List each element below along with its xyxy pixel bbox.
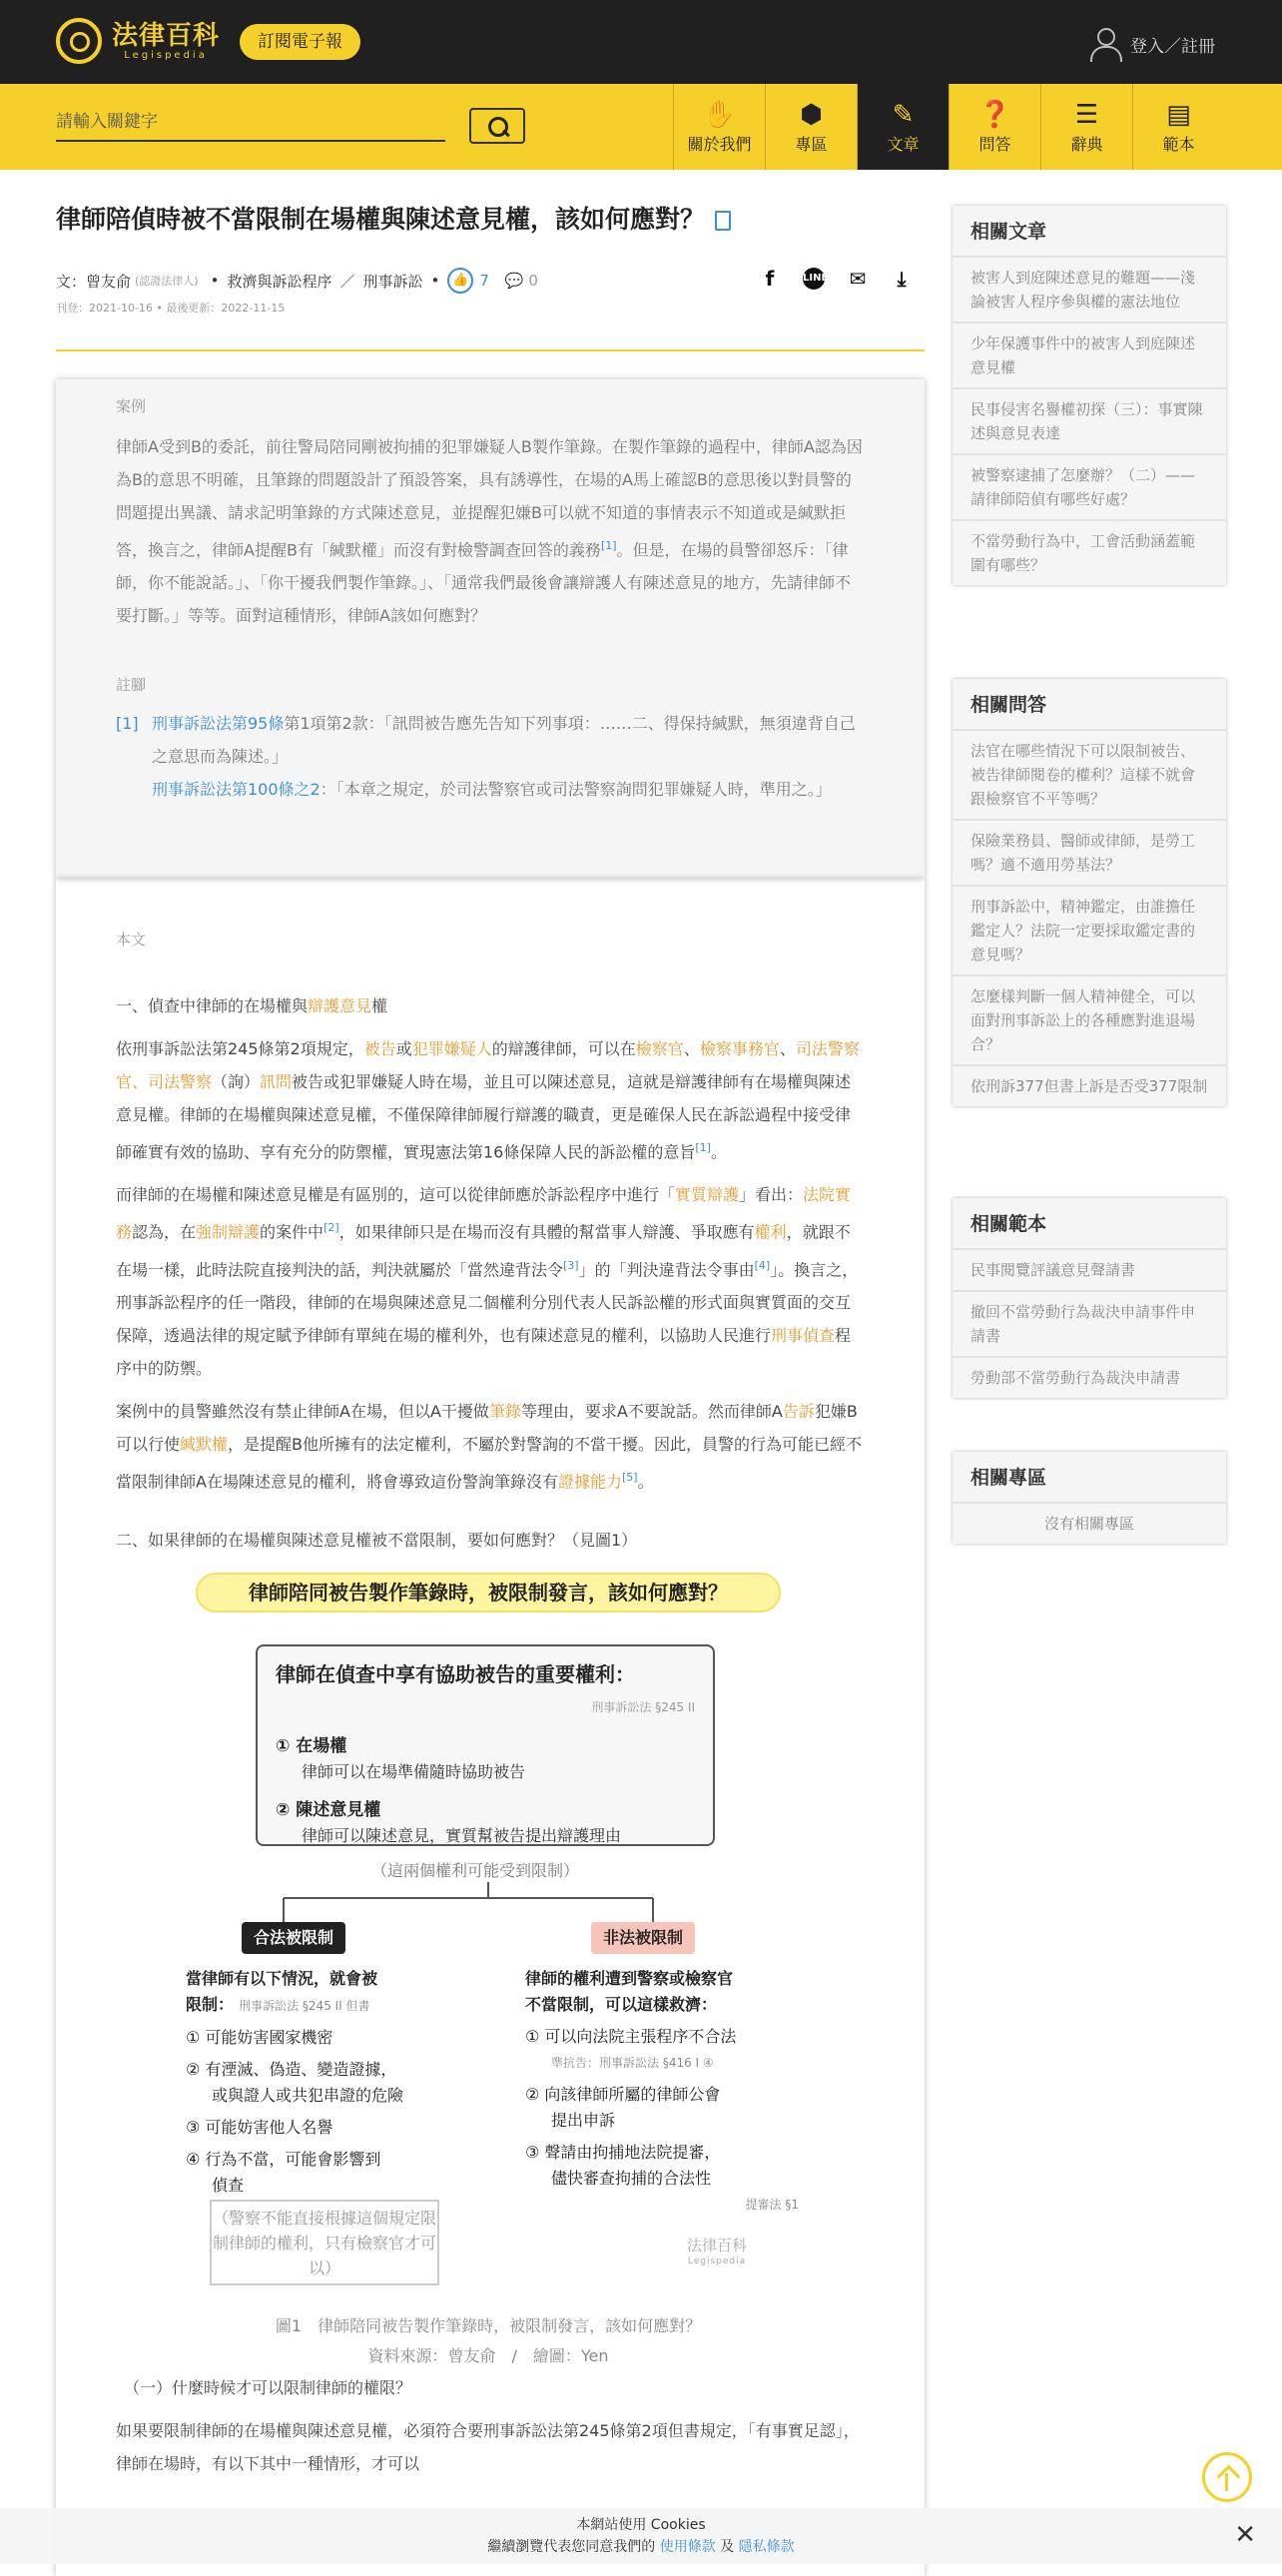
login-label: 登入／註冊 [1130,36,1215,57]
related-qa-link[interactable]: 刑事訴訟中，精神鑑定，由誰擔任鑑定人？法院一定要採取鑑定書的意見嗎？ [953,887,1226,976]
top-header [0,0,1282,84]
sidebar-heading: 相關文章 [953,206,1226,258]
nav-bar [0,84,1282,170]
figure-1 [114,1573,863,2371]
related-qa-link[interactable]: 怎麼樣判斷一個人精神健全，可以面對刑事訴訟上的各種應對進退場合？ [953,976,1226,1066]
category-link[interactable]: 救濟與訴訟程序 [227,272,332,291]
related-article-link[interactable]: 民事侵害名譽權初探（三）：事實陳述與意見表達 [953,389,1226,455]
hand-icon: ✋ [703,100,736,130]
column-heading: 限制： [186,1995,235,2015]
caption-source: 資料來源：曾友俞 / 繪圖：Yen [367,2346,609,2366]
sidebar-heading: 相關專區 [953,1452,1226,1504]
figure-title: 律師陪同被告製作筆錄時，被限制發言，該如何應對？ [196,1573,781,1612]
article-body [56,879,925,2576]
document-icon[interactable] [715,211,731,231]
search-input[interactable] [56,104,445,140]
rights-ref: 刑事訴訟法 §245 II [591,1700,695,1715]
column-heading: 當律師有以下情況，就會被 [186,1969,378,1989]
footnote-ref[interactable]: [1] [600,539,617,552]
related-qa [953,679,1226,1106]
section-heading: 二、如果律師的在場權與陳述意見權被不當限制，要如何應對？（見圖1） [116,1531,638,1551]
related-article-link[interactable]: 被害人到庭陳述意見的難題——淺論被害人程序參與權的憲法地位 [953,258,1226,323]
related-template-link[interactable]: 勞動部不當勞動行為裁決申請書 [970,1369,1181,1387]
branch-lines [114,1872,863,1922]
like-button[interactable] [447,268,489,294]
author-cert: (認證法律人) [135,275,199,288]
login-link[interactable] [1088,26,1215,62]
list-item: ④ 行為不當，可能會影響到 [186,2150,381,2170]
watermark-name: 法律百科 [687,2237,748,2255]
illegal-column [525,1966,825,2218]
nav-about[interactable] [673,84,765,170]
line-icon[interactable]: LINE [803,268,825,290]
body-label: 本文 [116,931,147,949]
nav-label: 文章 [887,135,920,154]
related-qa-link[interactable]: 保險業務員、醫師或律師，是勞工嗎？適不適用勞基法？ [953,821,1226,887]
paragraph: 而律師的在場權和陳述意見權是有區別的，這可以從律師應於訴訟程序中進行「實質辯護」看出：法院實務認為，在強制辯護的案件中[2]，如果律師只是在場而沒有具體的幫當事人辯護、爭取應有權利，就跟不在場一樣，此時法院直接判決的話，判決就屬於「當然違背法令[3]」的「判決違背法令事由[4]」。換言之，刑事訴訟程序的任一階段，律師的在場與陳述意見二個權利分別代表人民訴訟權的形式面與實質面的交互保障，透過法律的規定賦予律師有單純在場的權利外，也有陳述意見的權利，以協助人民進行刑事偵查程序中的防禦。 [116,1185,859,1378]
search-button[interactable] [469,108,525,144]
nav-label: 辭典 [1070,135,1103,154]
nav-label: 專區 [795,135,828,154]
main-nav [673,84,1224,170]
list-item-ref: 提審法 §1 [745,2198,799,2213]
article-meta: 文：曾友俞 (認證法律人) • 救濟與訴訟程序 ／ 刑事訴訟 • 👍 7 💬 0 [56,268,925,294]
mail-icon[interactable]: ✉ [849,267,867,291]
logo-subtitle: Legispedia [124,49,208,61]
nav-label: 關於我們 [687,135,752,154]
divider [56,349,925,351]
related-qa-link[interactable]: 法官在哪些情況下可以限制被告、被告律師閱卷的權利？這樣不就會跟檢察官不平等嗎？ [953,731,1226,821]
column-heading: 律師的權利遭到警察或檢察官 [525,1969,734,1989]
user-icon [1088,26,1122,62]
logo-icon [56,18,102,64]
privacy-link[interactable]: 隱私條款 [738,2539,795,2555]
related-articles [953,206,1226,585]
column-ref: 刑事訴訟法 §245 II 但書 [239,1999,370,2014]
related-templates [953,1198,1226,1398]
terms-link[interactable]: 使用條款 [659,2539,716,2555]
watermark [687,2238,747,2269]
list-item-cont: 偵查 [212,2176,245,2196]
law-link[interactable]: 刑事訴訟法第95條 [152,714,285,734]
case-text [116,430,865,632]
related-zones [953,1452,1226,1544]
list-item-cont: 儘快審查拘捕的合法性 [551,2169,712,2189]
case-section [56,379,925,879]
cookie-banner [0,2508,1282,2564]
list-item: ① 可以向法院主張程序不合法 [525,2027,737,2047]
list-item: ③ 聲請由拘捕地法院提審， [525,2143,721,2163]
close-icon[interactable]: ✕ [1234,2520,1256,2550]
heading-part: 權 [371,996,388,1015]
cookie-and: 及 [720,2539,735,2555]
column-heading: 不當限制，可以這樣救濟： [525,1995,718,2015]
watermark-sub: Legispedia [687,2256,747,2267]
facebook-icon[interactable]: f [765,267,775,291]
nav-templates[interactable] [1132,84,1224,170]
back-to-top-button[interactable] [1202,2452,1252,2502]
comment-count: 0 [528,272,538,290]
figure-caption [114,2311,863,2371]
rights-heading: 律師在偵查中享有協助被告的重要權利： [276,1662,635,1687]
download-icon[interactable]: ⤓ [897,267,907,291]
question-icon: ❓ [978,100,1011,130]
author[interactable]: 文：曾友俞 [56,272,132,291]
publish-dates: 刊登：2021-10-16 • 最後更新：2022-11-15 [56,302,286,315]
list-item-ref: 準抗告：刑事訴訟法 §416 I ④ [551,2056,714,2071]
nav-articles[interactable] [857,84,949,170]
legal-column [186,1966,455,2199]
paragraph: 如果要限制律師的在場權與陳述意見權，必須符合要刑事訴訟法第245條第2項但書規定，「有事實足認」，律師在場時，有以下其中一種情形，才可以 [116,2421,860,2474]
footnote-text: ：「本章之規定，於司法警察官或司法警察詢問犯罪嫌疑人時，準用之。」 [320,780,832,800]
right-item: ② 陳述意見權 [276,1800,381,1821]
list-item-cont: 提出申訴 [551,2111,616,2131]
list-item: ① 可能妨害國家機密 [186,2028,333,2048]
sidebar-heading: 相關問答 [953,679,1226,731]
nav-label: 問答 [978,135,1011,154]
police-note: （警察不能直接根據這個規定限制律師的權利，只有檢察官才可以） [210,2200,439,2285]
list-item: ② 向該律師所屬的律師公會 [525,2085,721,2105]
sidebar-heading: 相關範本 [953,1198,1226,1250]
related-article-link[interactable]: 不當勞動行為中，工會活動涵蓋範圍有哪些？ [970,532,1196,574]
legal-restriction-tag: 合法被限制 [242,1922,345,1954]
nav-qa[interactable] [949,84,1040,170]
related-template-link[interactable]: 民事閱覽評議意見聲請書 [953,1250,1226,1292]
footnote-text: 第1項第2款：「訊問被告應先告知下列事項：……二、得保持緘默，無須違背自己之意思而為陳述。」 [152,714,856,767]
like-count: 7 [479,272,489,290]
article-title [56,200,935,236]
list-item: ② 有湮滅、偽造、變造證據， [186,2060,397,2080]
pencil-icon: ✎ [892,100,915,130]
related-article-link[interactable]: 被警察逮捕了怎麼辦？（二）——請律師陪偵有哪些好處？ [953,455,1226,521]
footnote-number: [1] [116,714,139,734]
case-label: 案例 [116,397,147,415]
related-article-link[interactable]: 少年保護事件中的被害人到庭陳述意見權 [953,323,1226,389]
heading-part: 一、偵查中律師的在場權與 [116,996,309,1015]
caption-text: 圖1 律師陪同被告製作筆錄時，被限制發言，該如何應對？ [275,2316,702,2336]
rights-box [256,1644,715,1846]
paragraph: 案例中的員警雖然沒有禁止律師A在場，但以A干擾做筆錄等理由，要求A不要說話。然而律師A告訴犯嫌B可以行使緘默權，是提醒B他所擁有的法定權利，不屬於對警詢的不當干擾。因此，員警的行為可能已經不當限制律師A在場陳述意見的權利，將會導致這份警詢筆錄沒有證據能力[5]。 [116,1401,863,1492]
section-heading: （一）什麼時候才可以限制律師的權限？ [124,2378,412,2398]
right-desc: 律師可以陳述意見，實質幫被告提出辯護理由 [302,1826,622,1846]
illegal-restriction-tag: 非法被限制 [591,1922,695,1954]
books-icon: ☰ [1074,100,1099,130]
site-logo[interactable] [56,18,220,64]
comment-icon[interactable]: 💬 0 [504,272,538,290]
section-heading [116,989,865,1022]
box-icon: ⬢ [800,100,823,130]
law-link[interactable]: 刑事訴訟法第100條之2 [152,780,320,800]
empty-zone-text: 沒有相關專區 [1043,1515,1134,1533]
notes-label: 註腳 [116,676,147,695]
thumbs-up-icon: 👍 [447,268,473,294]
share-bar [759,268,913,290]
list-item-cont: 或與證人或共犯串證的危險 [212,2086,404,2106]
cookie-title: 本網站使用 Cookies [576,2517,706,2533]
footnote [116,707,865,806]
paragraph: 依刑事訴訟法第245條第2項規定，被告或犯罪嫌疑人的辯護律師，可以在檢察官、檢察事務官、司法警察官、司法警察（詢）訊問被告或犯罪嫌疑人時在場，並且可以陳述意見，這就是辯護律師有在場權與陳述意見權。律師的在場權與陳述意見權，不僅保障律師履行辯護的職責，更是確保人民在訴訟過程中接受律師確實有效的協助、享有充分的防禦權，實現憲法第16條保障人民的訴訟權的意旨[1]。 [116,1039,860,1162]
subcategory-link[interactable]: 刑事訴訟 [362,272,423,291]
right-desc: 律師可以在場準備隨時協助被告 [302,1762,526,1782]
nav-label: 範本 [1162,135,1195,154]
related-qa-link[interactable]: 依刑訴377但書上訴是否受377限制 [970,1077,1208,1095]
nav-dictionary[interactable] [1040,84,1132,170]
case-text-part: 律師A受到B的委託，前往警局陪同剛被拘捕的犯罪嫌疑人B製作筆錄。在製作筆錄的過程中，律師A認為因為B的意思不明確，且筆錄的問題設計了預設答案，具有誘導性，在場的A馬上確認B的意思後以對員警的問題提出異議、請求記明筆錄的方式陳述意見，並提醒犯嫌B可以就不知道的事情表示不知道或是緘默拒答，換言之，律師A提醒B有「緘默權」而沒有對檢警調查回答的義務 [116,437,863,560]
nav-zone[interactable] [765,84,857,170]
list-item: ③ 可能妨害他人名譽 [186,2118,333,2138]
article-title-text: 律師陪偵時被不當限制在場權與陳述意見權，該如何應對？ [56,205,706,234]
cookie-text: 繼續瀏覽代表您同意我們的 [487,2539,656,2555]
subscribe-button[interactable]: 訂閱電子報 [240,24,360,60]
limit-label: （這兩個權利可能受到限制） [371,1861,580,1881]
right-item: ① 在場權 [276,1736,347,1757]
logo-name: 法律百科 [112,20,221,51]
related-template-link[interactable]: 撤回不當勞動行為裁決申請事件申請書 [953,1292,1226,1358]
case-text-part: 。但是，在場的員警卻怒斥：「律師，你不能說話。」、「你干擾我們製作筆錄。」、「通常我們最後會讓辯護人有陳述意見的地方，先請律師不要打斷。」等等。面對這種情形，律師A該如何應對？ [116,540,852,626]
clipboard-icon: ▤ [1166,100,1191,130]
keyword-link[interactable]: 辯護意見 [308,996,372,1015]
search-box [56,104,445,142]
